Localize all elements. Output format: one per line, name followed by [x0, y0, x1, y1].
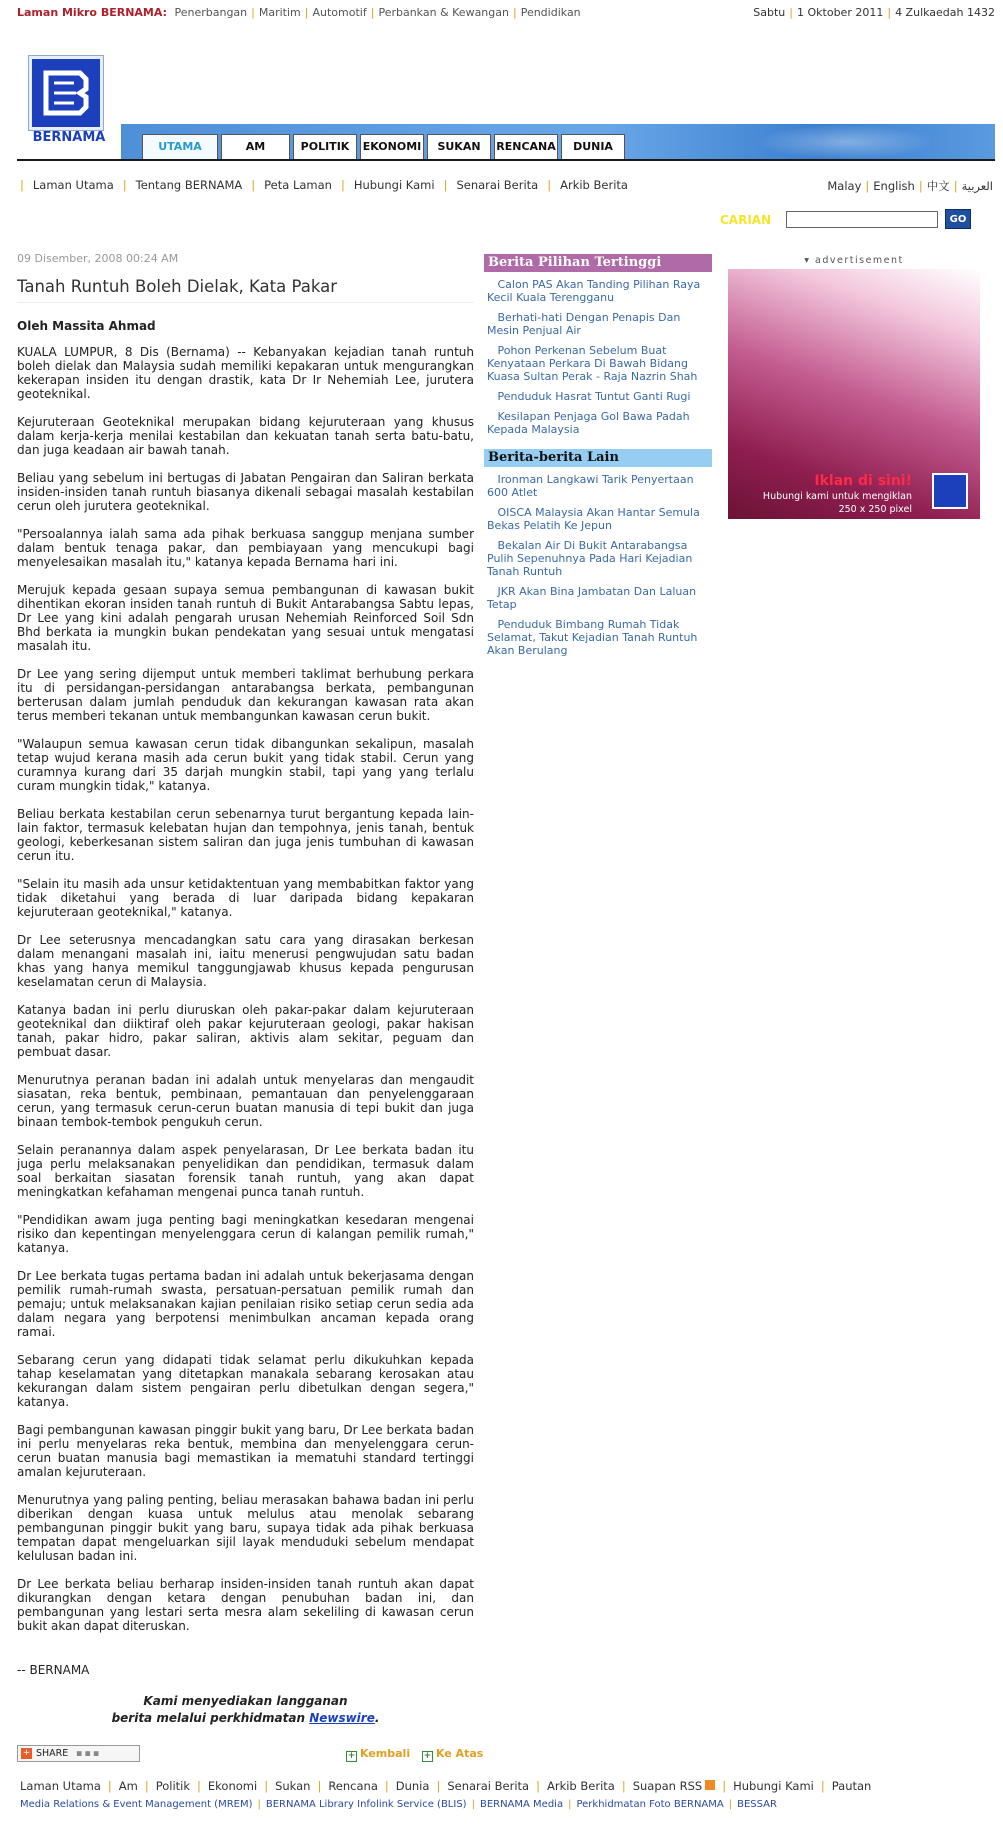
footer-link[interactable]: Sukan [275, 1779, 311, 1793]
news-headline-link[interactable]: OISCA Malaysia Akan Hantar Semula Bekas Pelatih Ke Jepun [487, 506, 700, 532]
nav-arkib-berita[interactable]: Arkib Berita [560, 178, 628, 192]
footer-link[interactable]: Arkib Berita [546, 1779, 615, 1793]
article-paragraph: "Pendidikan awam juga penting bagi meningkatkan kesedaran mengenai risiko dan kepentingan menyelenggara cerun di kalangan pemilik rumah," katanya. [17, 1213, 474, 1255]
search-input[interactable] [786, 211, 938, 228]
footer-link[interactable]: Politik [155, 1779, 191, 1793]
footer-link[interactable]: Suapan RSS [632, 1779, 703, 1793]
article-author: Oleh Massita Ahmad [17, 319, 156, 333]
advert-panel [728, 255, 980, 519]
other-news-list [484, 467, 712, 670]
article-paragraph: Beliau yang sebelum ini bertugas di Jabatan Pengairan dan Saliran berkata insiden-insiden tanah runtuh biasanya dikenali sebagai masalah kestabilan cerun oleh jurutera geoteknikal. [17, 471, 474, 513]
news-headline-link[interactable]: Ironman Langkawi Tarik Penyertaan 600 Atlet [487, 473, 694, 499]
article-paragraph: Katanya badan ini perlu diuruskan oleh pakar-pakar dalam kejuruteraan geoteknikal dan diiktiraf oleh pakar kejuruteraan geologi, pakar hakisan tanah, pakar hidro, pakar saliran, aktivis alam sekitar, peguam dan pembuat dasar. [17, 1003, 474, 1059]
article-body [17, 345, 474, 1633]
footer-service-link[interactable]: Perkhidmatan Foto BERNAMA [576, 1799, 724, 1810]
article [17, 252, 474, 1727]
tab-utama[interactable]: UTAMA [142, 134, 218, 160]
article-paragraph: Dr Lee yang sering dijemput untuk memberi taklimat berhubung perkara itu di persidangan-persidangan antarabangsa berkata, pembangunan berterusan dalam jumlah penduduk dan kekurangan kawasan rata akan terus memberi tekanan untuk membangunkan kawasan cerun bukit. [17, 667, 474, 723]
news-headline-link[interactable]: JKR Akan Bina Jambatan Dan Laluan Tetap [487, 585, 697, 611]
logo-wordmark: BERNAMA [32, 130, 106, 145]
tab-ekonomi[interactable]: EKONOMI [360, 134, 424, 160]
micro-link-pendidikan[interactable]: Pendidikan [520, 6, 581, 19]
footer-link[interactable]: Pautan [831, 1779, 872, 1793]
article-paragraph: Dr Lee berkata beliau berharap insiden-insiden tanah runtuh akan dapat dikurangkan dengan ketara dengan penubuhan badan ini, dan pembangunan yang lestari serta mesra alam sekeliling di kawasan cerun bukit akan dapat diteruskan. [17, 1577, 474, 1633]
article-paragraph: "Persoalannya ialah sama ada pihak berkuasa sanggup menjana sumber dalam bentuk tenaga pakar, dan pembiayaan yang mencukupi bagi menyelesaikan masalah itu," katanya kepada Bernama hari ini. [17, 527, 474, 569]
top-news-heading: Berita Pilihan Tertinggi [484, 254, 712, 272]
nav-peta-laman[interactable]: Peta Laman [264, 178, 332, 192]
top-arrow-icon: + [423, 1751, 432, 1761]
main-nav: | Laman Utama | Tentang BERNAMA | Peta Laman | Hubungi Kami | Senarai Berita | Arkib Berita [20, 178, 628, 192]
article-paragraph: "Walaupun semua kawasan cerun tidak dibangunkan sekalipun, masalah tetap wujud kerana masih ada cerun bukit yang tidak stabil. Cerun yang curamnya kurang dari 35 darjah mungkin stabil, tapi yang yang terlalu curam mungkin tidak," katanya. [17, 737, 474, 793]
micro-link-penerbangan[interactable]: Penerbangan [174, 6, 248, 19]
advert-banner[interactable] [728, 269, 980, 519]
news-headline-link[interactable]: Penduduk Bimbang Rumah Tidak Selamat, Takut Kejadian Tanah Runtuh Akan Berulang [487, 618, 698, 657]
tab-rencana[interactable]: RENCANA [494, 134, 558, 160]
article-paragraph: "Selain itu masih ada unsur ketidaktentuan yang membabitkan faktor yang tidak diketahui yang berada di luar daripada bidang kepakaran kejuruteraan geoteknikal," katanya. [17, 877, 474, 919]
newswire-link[interactable]: Newswire [309, 1711, 375, 1725]
news-headline-link[interactable]: Calon PAS Akan Tanding Pilihan Raya Kecil Kuala Terengganu [487, 278, 701, 304]
nav-tentang[interactable]: Tentang BERNAMA [135, 178, 243, 192]
footer-service-link[interactable]: BESSAR [737, 1799, 777, 1810]
footer-service-link[interactable]: BERNAMA Library Infolink Service (BLIS) [265, 1799, 467, 1810]
search-label: CARIAN [720, 213, 772, 227]
header-divider [17, 159, 995, 161]
article-paragraph: Selain peranannya dalam aspek penyelarasan, Dr Lee berkata badan itu juga perlu melaksanakan penyelidikan dan pendidikan, termasuk dalam soal berkaitan siasatan forensik tanah runtuh, yang akan dapat meningkatkan kefahaman mengenai punca tanah runtuh. [17, 1143, 474, 1199]
lang-chinese[interactable]: 中文 [926, 179, 950, 193]
news-headline-link[interactable]: Bekalan Air Di Bukit Antarabangsa Pulih Sepenuhnya Pada Hari Kejadian Tanah Runtuh [487, 539, 693, 578]
page-actions [346, 1747, 483, 1762]
news-headline-link[interactable]: Kesilapan Penjaga Gol Bawa Padah Kepada Malaysia [487, 410, 690, 436]
article-paragraph: Kejuruteraan Geoteknikal merupakan bidang kejuruteraan yang khusus dalam kerja-kerja menilai kestabilan dan kekuatan tanah serta batu-batu, dan juga keadaan air bawah tanah. [17, 415, 474, 457]
article-date: 09 Disember, 2008 00:24 AM [17, 252, 179, 265]
nav-hubungi[interactable]: Hubungi Kami [353, 178, 435, 192]
article-paragraph: KUALA LUMPUR, 8 Dis (Bernama) -- Kebanyakan kejadian tanah runtuh boleh dielak dan Malaysia sudah memiliki kepakaran untuk mengurangkan kekerapan insiden itu dengan drastik, kata Dr Ir Nehemiah Lee, jurutera geoteknikal. [17, 345, 474, 401]
advert-caption: ▾ advertisement [804, 255, 904, 266]
bernama-logo[interactable] [17, 46, 121, 148]
subscribe-note: Kami menyediakan langganan berita melalui perkhidmatan Newswire. [111, 1694, 380, 1725]
nav-laman-utama[interactable]: Laman Utama [32, 178, 114, 192]
section-tabs [142, 134, 628, 160]
footer-link[interactable]: Laman Utama [20, 1779, 101, 1793]
tab-politik[interactable]: POLITIK [293, 134, 357, 160]
micro-sites-label: Laman Mikro BERNAMA: [17, 6, 167, 19]
micro-link-perbankan[interactable]: Perbankan & Kewangan [378, 6, 509, 19]
top-news-list [484, 272, 712, 449]
bernama-logo-icon [29, 56, 103, 130]
footer-nav: Laman Utama | Am | Politik | Ekonomi | Sukan | Rencana | Dunia | Senarai Berita | Arkib Berita | Suapan RSS | Hubungi Kami | Pautan [20, 1779, 872, 1793]
footer-services: Media Relations & Event Management (MREM) | BERNAMA Library Infolink Service (BLIS) | BERNAMA Media | Perkhidmatan Foto BERNAMA | BESSAR [20, 1799, 777, 1810]
rss-icon[interactable] [705, 1780, 715, 1790]
footer-link[interactable]: Am [118, 1779, 138, 1793]
lang-arabic[interactable]: العربية [961, 179, 993, 193]
to-top-link[interactable]: Ke Atas [435, 1747, 484, 1760]
article-paragraph: Sebarang cerun yang didapati tidak selamat perlu dikukuhkan kepada tahap keselamatan yang ditetapkan manakala sebarang kerosakan atau kekurangan dalam sistem pengairan perlu dibetulkan dengan segera," katanya. [17, 1353, 474, 1409]
back-link[interactable]: Kembali [360, 1747, 411, 1760]
share-services-icon: ▪▪▪ [76, 1748, 102, 1759]
news-headline-link[interactable]: Pohon Perkenan Sebelum Buat Kenyataan Perkara Di Bawah Bidang Kuasa Sultan Perak - Raja Nazrin Shah [487, 344, 698, 383]
micro-link-maritim[interactable]: Maritim [258, 6, 301, 19]
advert-line2: 250 x 250 pixel [838, 504, 912, 515]
news-headline-link[interactable]: Berhati-hati Dengan Penapis Dan Mesin Penjual Air [487, 311, 681, 337]
language-switcher: Malay | English | 中文 | العربية [827, 179, 993, 193]
advert-headline: Iklan di sini! [814, 473, 912, 489]
tab-am[interactable]: AM [221, 134, 290, 160]
footer-link[interactable]: Dunia [395, 1779, 430, 1793]
article-paragraph: Beliau berkata kestabilan cerun sebenarnya turut bergantung kepada lain-lain faktor, termasuk kelebatan hujan dan tempohnya, jenis tanah, bentuk geologi, keberkesanan sistem saliran dan juga jenis tumbuhan di kawasan cerun itu. [17, 807, 474, 863]
footer-service-link[interactable]: Media Relations & Event Management (MREM) [20, 1799, 253, 1810]
lang-english[interactable]: English [873, 179, 915, 193]
lang-malay[interactable]: Malay [827, 179, 862, 193]
micro-sites-bar: Laman Mikro BERNAMA: Penerbangan | Maritim | Automotif | Perbankan & Kewangan | Pendidikan Sabtu | 1 Oktober 2011 | 4 Zulkaedah 1432 [17, 6, 995, 19]
micro-link-automotif[interactable]: Automotif [312, 6, 367, 19]
article-paragraph: Menurutnya yang paling penting, beliau merasakan bahawa badan ini perlu diberikan dengan kuasa untuk melulus atau menolak sebarang pembangunan pinggir bukit yang baru, supaya tidak ada pihak berkuasa tempatan dapat mengeluarkan sijil layak menduduki sebelum mendapat kelulusan badan ini. [17, 1493, 474, 1563]
tab-sukan[interactable]: SUKAN [427, 134, 491, 160]
back-arrow-icon: + [347, 1751, 356, 1761]
footer-link[interactable]: Senarai Berita [447, 1779, 530, 1793]
advert-line1: Hubungi kami untuk mengiklan [762, 491, 912, 502]
article-paragraph: Merujuk kepada gesaan supaya semua pembangunan di kawasan bukit dihentikan ekoran insiden tanah runtuh di Bukit Antarabangsa Sabtu lepas, Dr Lee yang kini adalah pengarah urusan Nehemiah Reinforced Soil Sdn Bhd berkata ia mungkin bukan pendekatan yang sesuai untuk mengatasi masalah itu. [17, 583, 474, 653]
news-headline-link[interactable]: Penduduk Hasrat Tuntut Ganti Rugi [497, 390, 691, 403]
footer-link[interactable]: Hubungi Kami [733, 1779, 814, 1793]
footer-link[interactable]: Ekonomi [207, 1779, 258, 1793]
share-plus-icon: + [22, 1748, 31, 1758]
article-paragraph: Bagi pembangunan kawasan pinggir bukit yang baru, Dr Lee berkata badan ini perlu menyelaras reka bentuk, membina dan menyelenggara cerun-cerun buatan manusia bagi memastikan ia mematuhi standard tertinggi amalan kejuruteraan. [17, 1423, 474, 1479]
bernama-mini-logo-icon [932, 473, 968, 509]
tab-dunia[interactable]: DUNIA [561, 134, 625, 160]
nav-senarai-berita[interactable]: Senarai Berita [456, 178, 539, 192]
article-signoff: -- BERNAMA [17, 1663, 90, 1677]
sidebar [484, 254, 712, 670]
article-paragraph: Dr Lee seterusnya mencadangkan satu cara yang dirasakan berkesan dalam menangani masalah ini, iaitu menerusi pengwujudan satu badan khas yang hanya memikul tanggungjawab khusus kepada pengurusan keselamatan cerun di Malaysia. [17, 933, 474, 989]
article-paragraph: Menurutnya peranan badan ini adalah untuk menyelaras dan mengaudit siasatan, reka bentuk, pembinaan, pemantauan dan penyelenggaraan cerun, yang termasuk cerun-cerun buatan manusia di tepi bukit dan juga binaan tembok-tembok pengukuh cerun. [17, 1073, 474, 1129]
footer-service-link[interactable]: BERNAMA Media [479, 1799, 564, 1810]
search-go-button[interactable]: GO [945, 209, 971, 229]
share-button[interactable]: + SHARE ▪▪▪ [17, 1745, 140, 1762]
article-title: Tanah Runtuh Boleh Dielak, Kata Pakar [17, 277, 474, 303]
article-paragraph: Dr Lee berkata tugas pertama badan ini adalah untuk bekerjasama dengan pemilik rumah-rumah swasta, persatuan-persatuan pemilik rumah dan pemaju; untuk melaksanakan kajian penilaian risiko setiap cerun sedia ada dalam negara yang berpotensi menimbulkan ancaman kepada orang ramai. [17, 1269, 474, 1339]
footer-link[interactable]: Rencana [328, 1779, 378, 1793]
other-news-heading: Berita-berita Lain [484, 449, 712, 467]
current-date: Sabtu | 1 Oktober 2011 | 4 Zulkaedah 1432 [753, 6, 995, 19]
